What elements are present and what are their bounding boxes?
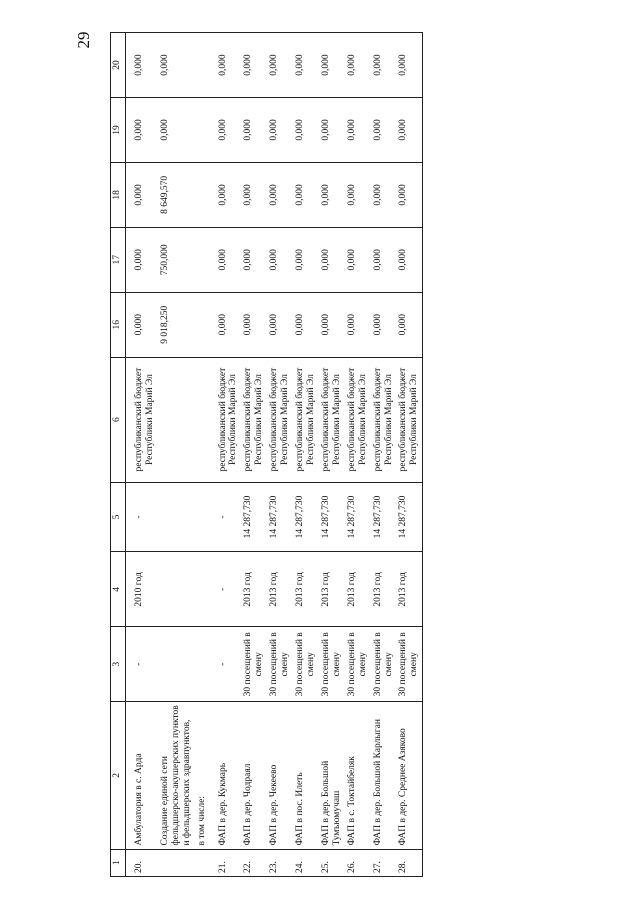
cell-c16: 0,000 xyxy=(267,292,293,357)
table-row xyxy=(241,33,267,877)
column-header: 3 xyxy=(111,627,126,702)
cell-c20: 0,000 xyxy=(396,33,422,98)
table-row xyxy=(293,33,319,877)
cell-c20: 0,000 xyxy=(210,33,242,98)
cell-c19: 0,000 xyxy=(345,97,371,162)
cell-num xyxy=(158,849,195,876)
cell-c18: 0,000 xyxy=(319,162,345,227)
budget-table xyxy=(110,32,423,877)
table-row xyxy=(195,33,210,877)
cell-c19: 0,000 xyxy=(126,97,158,162)
cell-name: ФАП в дер. Чодраял xyxy=(241,702,267,849)
cell-c6: республиканский бюджет Республики Марий Эл xyxy=(241,357,267,482)
cell-c16: 0,000 xyxy=(293,292,319,357)
cell-c4 xyxy=(195,552,210,627)
cell-c20: 0,000 xyxy=(267,33,293,98)
table-row xyxy=(158,33,195,877)
cell-c3 xyxy=(158,627,195,702)
cell-c3: 30 посещений в смену xyxy=(293,627,319,702)
column-header: 20 xyxy=(111,33,126,98)
cell-c5: 14 287,730 xyxy=(293,482,319,552)
table-row xyxy=(345,33,371,877)
table-row xyxy=(319,33,345,877)
cell-c19: 0,000 xyxy=(371,97,397,162)
cell-c5: 14 287,730 xyxy=(267,482,293,552)
cell-c5 xyxy=(158,482,195,552)
cell-c18: 0,000 xyxy=(371,162,397,227)
column-header: 5 xyxy=(111,482,126,552)
cell-c6 xyxy=(158,357,195,482)
cell-num: 27. xyxy=(371,849,397,876)
cell-c3: - xyxy=(126,627,158,702)
cell-c19: 0,000 xyxy=(293,97,319,162)
cell-c20: 0,000 xyxy=(158,33,195,98)
column-header: 17 xyxy=(111,227,126,292)
cell-c19: 0,000 xyxy=(267,97,293,162)
cell-c17: 750,000 xyxy=(158,227,195,292)
cell-c20: 0,000 xyxy=(319,33,345,98)
cell-name: Создание единой сети фельдшерско-акушерских пунктов и фельдшерских здравпунктов, xyxy=(158,702,195,849)
cell-c5: 14 287,730 xyxy=(345,482,371,552)
cell-c4: 2013 год xyxy=(371,552,397,627)
cell-num xyxy=(195,849,210,876)
cell-num: 24. xyxy=(293,849,319,876)
column-header: 6 xyxy=(111,357,126,482)
cell-c5: 14 287,730 xyxy=(319,482,345,552)
cell-c18: 0,000 xyxy=(241,162,267,227)
cell-c16: 0,000 xyxy=(319,292,345,357)
cell-name: Амбулатория в с. Арда xyxy=(126,702,158,849)
column-header: 1 xyxy=(111,849,126,876)
cell-name: ФАП в дер. Среднее Азяково xyxy=(396,702,422,849)
cell-name: ФАП в дер. Большой Карлыган xyxy=(371,702,397,849)
cell-c17: 0,000 xyxy=(126,227,158,292)
cell-name: ФАП в пос. Илеть xyxy=(293,702,319,849)
cell-c4: 2013 год xyxy=(319,552,345,627)
cell-c4: 2013 год xyxy=(293,552,319,627)
cell-name: ФАП в дер. Большой Тумъюмучаш xyxy=(319,702,345,849)
cell-c6: республиканский бюджет Республики Марий Эл xyxy=(319,357,345,482)
cell-num: 23. xyxy=(267,849,293,876)
cell-c6: республиканский бюджет Республики Марий Эл xyxy=(396,357,422,482)
cell-c3: 30 посещений в смену xyxy=(396,627,422,702)
cell-c16: 0,000 xyxy=(210,292,242,357)
cell-c4: - xyxy=(210,552,242,627)
cell-c18: 0,000 xyxy=(396,162,422,227)
cell-c20 xyxy=(195,33,210,98)
cell-c17: 0,000 xyxy=(241,227,267,292)
cell-c16: 0,000 xyxy=(345,292,371,357)
cell-c16: 0,000 xyxy=(396,292,422,357)
cell-c20: 0,000 xyxy=(345,33,371,98)
table-row xyxy=(126,33,158,877)
cell-c20: 0,000 xyxy=(293,33,319,98)
cell-c18: 8 649,570 xyxy=(158,162,195,227)
cell-c20: 0,000 xyxy=(241,33,267,98)
cell-c4: 2013 год xyxy=(396,552,422,627)
table-row xyxy=(267,33,293,877)
cell-c6: республиканский бюджет Республики Марий Эл xyxy=(371,357,397,482)
cell-c16: 9 018,250 xyxy=(158,292,195,357)
cell-c16: 0,000 xyxy=(126,292,158,357)
cell-c6 xyxy=(195,357,210,482)
cell-c5: 14 287,730 xyxy=(241,482,267,552)
cell-c16: 0,000 xyxy=(371,292,397,357)
column-header: 2 xyxy=(111,702,126,849)
cell-c17: 0,000 xyxy=(267,227,293,292)
cell-c19: 0,000 xyxy=(210,97,242,162)
cell-c18: 0,000 xyxy=(267,162,293,227)
cell-name: ФАП в дер. Чекеево xyxy=(267,702,293,849)
cell-c4 xyxy=(158,552,195,627)
cell-c17: 0,000 xyxy=(371,227,397,292)
rotated-page xyxy=(110,32,639,877)
table-header xyxy=(111,33,126,877)
cell-c4: 2013 год xyxy=(345,552,371,627)
cell-c3: 30 посещений в смену xyxy=(371,627,397,702)
column-header: 4 xyxy=(111,552,126,627)
cell-c18: 0,000 xyxy=(293,162,319,227)
table-row xyxy=(210,33,242,877)
cell-num: 28. xyxy=(396,849,422,876)
cell-c5: - xyxy=(126,482,158,552)
cell-c17: 0,000 xyxy=(319,227,345,292)
cell-c17: 0,000 xyxy=(293,227,319,292)
cell-num: 22. xyxy=(241,849,267,876)
cell-c19: 0,000 xyxy=(319,97,345,162)
cell-c6: республиканский бюджет Республики Марий Эл xyxy=(345,357,371,482)
cell-num: 21. xyxy=(210,849,242,876)
cell-c3: 30 посещений в смену xyxy=(267,627,293,702)
cell-c17 xyxy=(195,227,210,292)
cell-name: ФАП в с. Токтайбеляк xyxy=(345,702,371,849)
cell-c18 xyxy=(195,162,210,227)
cell-c6: республиканский бюджет Республики Марий Эл xyxy=(126,357,158,482)
cell-c19: 0,000 xyxy=(241,97,267,162)
cell-c20: 0,000 xyxy=(371,33,397,98)
cell-c18: 0,000 xyxy=(126,162,158,227)
cell-c3: - xyxy=(210,627,242,702)
table-row xyxy=(396,33,422,877)
cell-c5: - xyxy=(210,482,242,552)
cell-c20: 0,000 xyxy=(126,33,158,98)
cell-c18: 0,000 xyxy=(345,162,371,227)
column-header: 19 xyxy=(111,97,126,162)
cell-c19 xyxy=(195,97,210,162)
cell-c5 xyxy=(195,482,210,552)
cell-c6: республиканский бюджет Республики Марий Эл xyxy=(267,357,293,482)
cell-c3 xyxy=(195,627,210,702)
cell-c17: 0,000 xyxy=(210,227,242,292)
cell-c4: 2013 год xyxy=(267,552,293,627)
cell-c16 xyxy=(195,292,210,357)
cell-name: в том числе: xyxy=(195,702,210,849)
table-body xyxy=(126,33,423,877)
cell-c17: 0,000 xyxy=(345,227,371,292)
cell-name: ФАП в дер. Кукмарь xyxy=(210,702,242,849)
column-header: 18 xyxy=(111,162,126,227)
cell-c4: 2013 год xyxy=(241,552,267,627)
cell-c19: 0,000 xyxy=(396,97,422,162)
cell-c6: республиканский бюджет Республики Марий Эл xyxy=(210,357,242,482)
table-row xyxy=(371,33,397,877)
cell-num: 26. xyxy=(345,849,371,876)
cell-c16: 0,000 xyxy=(241,292,267,357)
column-header: 16 xyxy=(111,292,126,357)
cell-c5: 14 287,730 xyxy=(396,482,422,552)
cell-c3: 30 посещений в смену xyxy=(241,627,267,702)
cell-c17: 0,000 xyxy=(396,227,422,292)
cell-num: 25. xyxy=(319,849,345,876)
cell-c4: 2010 год xyxy=(126,552,158,627)
cell-c6: республиканский бюджет Республики Марий Эл xyxy=(293,357,319,482)
page-number: 29 xyxy=(74,31,93,49)
cell-c19: 0,000 xyxy=(158,97,195,162)
cell-c5: 14 287,730 xyxy=(371,482,397,552)
cell-c3: 30 посещений в смену xyxy=(345,627,371,702)
cell-c18: 0,000 xyxy=(210,162,242,227)
cell-c3: 30 посещений в смену xyxy=(319,627,345,702)
cell-num: 20. xyxy=(126,849,158,876)
